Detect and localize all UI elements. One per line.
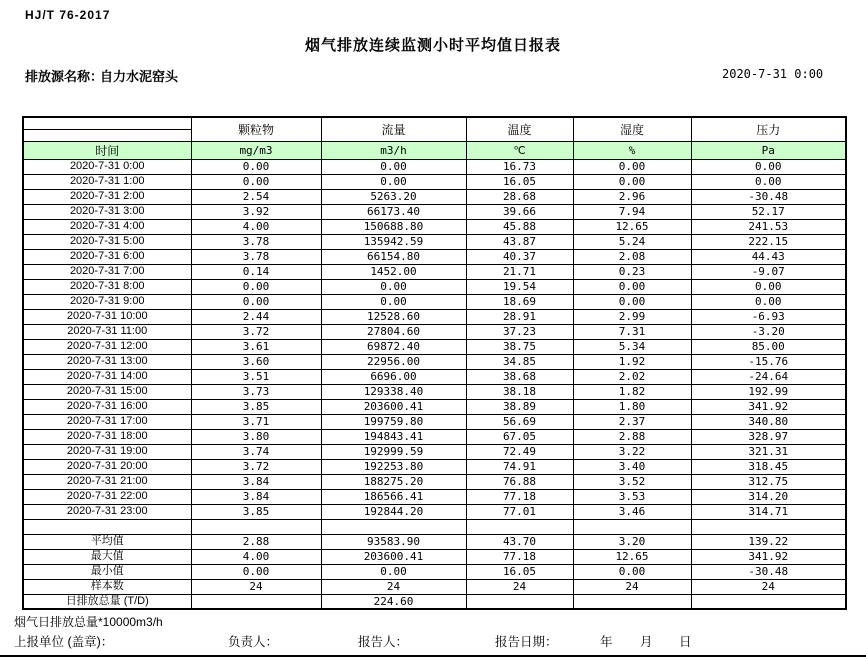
value-cell: 341.92 — [691, 399, 846, 414]
value-cell: 38.18 — [466, 384, 573, 399]
value-cell: 0.00 — [573, 174, 691, 189]
value-cell: 16.05 — [466, 564, 573, 579]
value-cell: 3.61 — [191, 339, 321, 354]
value-cell: 77.01 — [466, 504, 573, 519]
value-cell: -3.20 — [691, 324, 846, 339]
value-cell: 2.44 — [191, 309, 321, 324]
value-cell: 139.22 — [691, 534, 846, 549]
column-header-flow: 流量 — [321, 117, 466, 141]
value-cell: 3.20 — [573, 534, 691, 549]
value-cell: -15.76 — [691, 354, 846, 369]
value-cell: -24.64 — [691, 369, 846, 384]
value-cell: 321.31 — [691, 444, 846, 459]
value-cell: 318.45 — [691, 459, 846, 474]
value-cell: 77.18 — [466, 489, 573, 504]
value-cell: 3.80 — [191, 429, 321, 444]
value-cell — [191, 594, 321, 609]
value-cell: 3.84 — [191, 474, 321, 489]
row-label-cell: 2020-7-31 1:00 — [23, 174, 191, 189]
row-label-cell: 2020-7-31 18:00 — [23, 429, 191, 444]
value-cell: 66154.80 — [321, 249, 466, 264]
value-cell: 24 — [466, 579, 573, 594]
value-cell: 7.94 — [573, 204, 691, 219]
value-cell: 241.53 — [691, 219, 846, 234]
value-cell: -9.07 — [691, 264, 846, 279]
table-row — [23, 519, 846, 534]
value-cell: 150688.80 — [321, 219, 466, 234]
value-cell: 3.71 — [191, 414, 321, 429]
value-cell: 1452.00 — [321, 264, 466, 279]
report-date-label: 报告日期： — [495, 635, 558, 649]
value-cell: 85.00 — [691, 339, 846, 354]
table-row — [23, 459, 846, 474]
value-cell: 69872.40 — [321, 339, 466, 354]
value-cell: 24 — [191, 579, 321, 594]
row-label-cell: 2020-7-31 21:00 — [23, 474, 191, 489]
value-cell: 2.02 — [573, 369, 691, 384]
standard-number: HJ/T 76-2017 — [25, 8, 111, 22]
row-label-cell: 2020-7-31 3:00 — [23, 204, 191, 219]
unit-row — [23, 141, 846, 159]
value-cell: 0.00 — [573, 564, 691, 579]
value-cell: 38.75 — [466, 339, 573, 354]
value-cell: 5.24 — [573, 234, 691, 249]
value-cell: 4.00 — [191, 549, 321, 564]
value-cell: 45.88 — [466, 219, 573, 234]
table-row — [23, 594, 846, 609]
value-cell — [466, 519, 573, 534]
value-cell: 18.69 — [466, 294, 573, 309]
row-label-cell: 2020-7-31 22:00 — [23, 489, 191, 504]
row-label-cell: 2020-7-31 19:00 — [23, 444, 191, 459]
value-cell: 16.73 — [466, 159, 573, 174]
value-cell: 34.85 — [466, 354, 573, 369]
row-label-cell: 日排放总量 (T/D) — [23, 594, 191, 609]
table-row — [23, 354, 846, 369]
value-cell: 2.99 — [573, 309, 691, 324]
unit-humidity: % — [573, 141, 691, 159]
value-cell: 186566.41 — [321, 489, 466, 504]
report-unit-label: 上报单位 (盖章)： — [14, 635, 114, 649]
value-cell: 93583.90 — [321, 534, 466, 549]
row-label-cell: 样本数 — [23, 579, 191, 594]
row-label-cell: 2020-7-31 0:00 — [23, 159, 191, 174]
value-cell: 3.72 — [191, 324, 321, 339]
table-row — [23, 564, 846, 579]
column-header-pressure: 压力 — [691, 117, 846, 141]
value-cell: 199759.80 — [321, 414, 466, 429]
value-cell — [573, 519, 691, 534]
row-label-cell: 最小值 — [23, 564, 191, 579]
unit-particulate: mg/m3 — [191, 141, 321, 159]
day-label: 日 — [679, 635, 692, 649]
unit-pressure: Pa — [691, 141, 846, 159]
value-cell: 67.05 — [466, 429, 573, 444]
value-cell: 3.72 — [191, 459, 321, 474]
value-cell: 16.05 — [466, 174, 573, 189]
value-cell: 0.00 — [321, 564, 466, 579]
row-label-cell: 2020-7-31 13:00 — [23, 354, 191, 369]
value-cell: 3.40 — [573, 459, 691, 474]
value-cell: 40.37 — [466, 249, 573, 264]
table-row — [23, 534, 846, 549]
value-cell: 3.78 — [191, 249, 321, 264]
value-cell: 3.84 — [191, 489, 321, 504]
value-cell: 3.78 — [191, 234, 321, 249]
value-cell: 24 — [321, 579, 466, 594]
value-cell: 3.22 — [573, 444, 691, 459]
row-label-cell: 2020-7-31 8:00 — [23, 279, 191, 294]
value-cell: 0.14 — [191, 264, 321, 279]
table-row — [23, 474, 846, 489]
value-cell: 28.68 — [466, 189, 573, 204]
value-cell: 3.60 — [191, 354, 321, 369]
footer-note: 烟气日排放总量*10000m3/h — [14, 615, 163, 629]
row-label-cell: 2020-7-31 4:00 — [23, 219, 191, 234]
value-cell: 328.97 — [691, 429, 846, 444]
hourly-rows — [23, 159, 846, 519]
value-cell: 3.53 — [573, 489, 691, 504]
row-label-cell: 2020-7-31 23:00 — [23, 504, 191, 519]
value-cell: 0.00 — [573, 159, 691, 174]
row-label-cell: 2020-7-31 2:00 — [23, 189, 191, 204]
table-row — [23, 159, 846, 174]
report-table — [22, 116, 847, 610]
time-header-spacer-bottom — [23, 129, 191, 141]
value-cell: 2.88 — [573, 429, 691, 444]
value-cell: -6.93 — [691, 309, 846, 324]
value-cell — [466, 594, 573, 609]
row-label-cell — [23, 519, 191, 534]
table-row — [23, 174, 846, 189]
value-cell: 194843.41 — [321, 429, 466, 444]
table-row — [23, 489, 846, 504]
value-cell: 39.66 — [466, 204, 573, 219]
value-cell: 12.65 — [573, 549, 691, 564]
value-cell: 1.92 — [573, 354, 691, 369]
value-cell: 129338.40 — [321, 384, 466, 399]
row-label-cell: 2020-7-31 15:00 — [23, 384, 191, 399]
row-label-cell: 2020-7-31 10:00 — [23, 309, 191, 324]
value-cell: 4.00 — [191, 219, 321, 234]
value-cell: 0.00 — [573, 294, 691, 309]
value-cell: 3.85 — [191, 399, 321, 414]
value-cell: 19.54 — [466, 279, 573, 294]
value-cell — [691, 594, 846, 609]
value-cell: 2.08 — [573, 249, 691, 264]
value-cell: 6696.00 — [321, 369, 466, 384]
value-cell: 2.88 — [191, 534, 321, 549]
value-cell: 3.52 — [573, 474, 691, 489]
row-label-cell: 2020-7-31 11:00 — [23, 324, 191, 339]
table-row — [23, 444, 846, 459]
value-cell: 37.23 — [466, 324, 573, 339]
value-cell: 76.88 — [466, 474, 573, 489]
row-label-cell: 2020-7-31 7:00 — [23, 264, 191, 279]
responsible-person-label: 负责人： — [228, 635, 279, 649]
value-cell: 21.71 — [466, 264, 573, 279]
value-cell: 24 — [573, 579, 691, 594]
column-header-particulate: 颗粒物 — [191, 117, 321, 141]
value-cell: 135942.59 — [321, 234, 466, 249]
value-cell: 0.00 — [691, 174, 846, 189]
source-name: 自力水泥窑头 — [100, 69, 179, 84]
page-title: 烟气排放连续监测小时平均值日报表 — [304, 37, 561, 54]
table-row — [23, 279, 846, 294]
value-cell: 0.00 — [321, 279, 466, 294]
value-cell: 38.89 — [466, 399, 573, 414]
value-cell: 0.00 — [321, 294, 466, 309]
row-label-cell: 2020-7-31 6:00 — [23, 249, 191, 264]
value-cell: 12528.60 — [321, 309, 466, 324]
month-label: 月 — [640, 635, 653, 649]
value-cell: 44.43 — [691, 249, 846, 264]
value-cell: 3.73 — [191, 384, 321, 399]
value-cell — [573, 594, 691, 609]
table-row — [23, 294, 846, 309]
value-cell: 222.15 — [691, 234, 846, 249]
table-row — [23, 429, 846, 444]
year-label: 年 — [600, 635, 613, 649]
value-cell: 312.75 — [691, 474, 846, 489]
value-cell: 0.00 — [191, 159, 321, 174]
row-label-cell: 2020-7-31 12:00 — [23, 339, 191, 354]
value-cell: 5.34 — [573, 339, 691, 354]
table-row — [23, 204, 846, 219]
value-cell: 203600.41 — [321, 549, 466, 564]
value-cell: 192253.80 — [321, 459, 466, 474]
time-header-spacer-top — [23, 117, 191, 129]
table-row — [23, 369, 846, 384]
table-row — [23, 264, 846, 279]
value-cell: 0.00 — [691, 294, 846, 309]
reporter-label: 报告人： — [358, 635, 409, 649]
value-cell: 0.23 — [573, 264, 691, 279]
value-cell: 56.69 — [466, 414, 573, 429]
value-cell: 0.00 — [191, 564, 321, 579]
row-label-cell: 平均值 — [23, 534, 191, 549]
value-cell: 43.70 — [466, 534, 573, 549]
column-header-temperature: 温度 — [466, 117, 573, 141]
table-row — [23, 399, 846, 414]
value-cell: 0.00 — [321, 174, 466, 189]
table-row — [23, 219, 846, 234]
value-cell: 38.68 — [466, 369, 573, 384]
value-cell: 3.92 — [191, 204, 321, 219]
value-cell: 3.46 — [573, 504, 691, 519]
row-label-cell: 2020-7-31 14:00 — [23, 369, 191, 384]
unit-temperature: ℃ — [466, 141, 573, 159]
value-cell: 12.65 — [573, 219, 691, 234]
column-header-humidity: 湿度 — [573, 117, 691, 141]
value-cell: 2.37 — [573, 414, 691, 429]
value-cell: 72.49 — [466, 444, 573, 459]
row-label-cell: 2020-7-31 5:00 — [23, 234, 191, 249]
unit-flow: m3/h — [321, 141, 466, 159]
value-cell: 27804.60 — [321, 324, 466, 339]
summary-rows — [23, 519, 846, 609]
value-cell: 192999.59 — [321, 444, 466, 459]
value-cell: 314.71 — [691, 504, 846, 519]
table-row — [23, 324, 846, 339]
table-row — [23, 504, 846, 519]
table-row — [23, 339, 846, 354]
value-cell: 0.00 — [573, 279, 691, 294]
value-cell: -30.48 — [691, 564, 846, 579]
value-cell: 1.82 — [573, 384, 691, 399]
row-label-cell: 2020-7-31 17:00 — [23, 414, 191, 429]
value-cell: 0.00 — [191, 294, 321, 309]
value-cell: 0.00 — [691, 279, 846, 294]
value-cell: 3.85 — [191, 504, 321, 519]
value-cell: 192844.20 — [321, 504, 466, 519]
value-cell: 52.17 — [691, 204, 846, 219]
value-cell: 74.91 — [466, 459, 573, 474]
value-cell: 314.20 — [691, 489, 846, 504]
time-header: 时间 — [23, 141, 191, 159]
value-cell: 203600.41 — [321, 399, 466, 414]
value-cell: 3.51 — [191, 369, 321, 384]
value-cell: 0.00 — [691, 159, 846, 174]
value-cell: 0.00 — [191, 174, 321, 189]
value-cell: 192.99 — [691, 384, 846, 399]
table-row — [23, 189, 846, 204]
row-label-cell: 最大值 — [23, 549, 191, 564]
table-row — [23, 414, 846, 429]
bottom-rule — [0, 655, 866, 657]
value-cell: 1.80 — [573, 399, 691, 414]
value-cell: 77.18 — [466, 549, 573, 564]
table-row — [23, 579, 846, 594]
value-cell: 224.60 — [321, 594, 466, 609]
report-datetime: 2020-7-31 0:00 — [722, 67, 824, 81]
value-cell: 3.74 — [191, 444, 321, 459]
value-cell: 22956.00 — [321, 354, 466, 369]
value-cell: 2.96 — [573, 189, 691, 204]
value-cell: -30.48 — [691, 189, 846, 204]
value-cell: 188275.20 — [321, 474, 466, 489]
value-cell — [191, 519, 321, 534]
value-cell: 5263.20 — [321, 189, 466, 204]
value-cell: 43.87 — [466, 234, 573, 249]
table-row — [23, 384, 846, 399]
table-row — [23, 549, 846, 564]
value-cell: 0.00 — [191, 279, 321, 294]
header-row-top — [23, 117, 846, 129]
value-cell: 2.54 — [191, 189, 321, 204]
row-label-cell: 2020-7-31 16:00 — [23, 399, 191, 414]
value-cell — [321, 519, 466, 534]
value-cell: 7.31 — [573, 324, 691, 339]
value-cell: 340.80 — [691, 414, 846, 429]
row-label-cell: 2020-7-31 20:00 — [23, 459, 191, 474]
value-cell — [691, 519, 846, 534]
source-label: 排放源名称： — [25, 69, 104, 84]
table-row — [23, 309, 846, 324]
value-cell: 0.00 — [321, 159, 466, 174]
value-cell: 28.91 — [466, 309, 573, 324]
value-cell: 341.92 — [691, 549, 846, 564]
row-label-cell: 2020-7-31 9:00 — [23, 294, 191, 309]
table-row — [23, 249, 846, 264]
table-row — [23, 234, 846, 249]
value-cell: 66173.40 — [321, 204, 466, 219]
value-cell: 24 — [691, 579, 846, 594]
